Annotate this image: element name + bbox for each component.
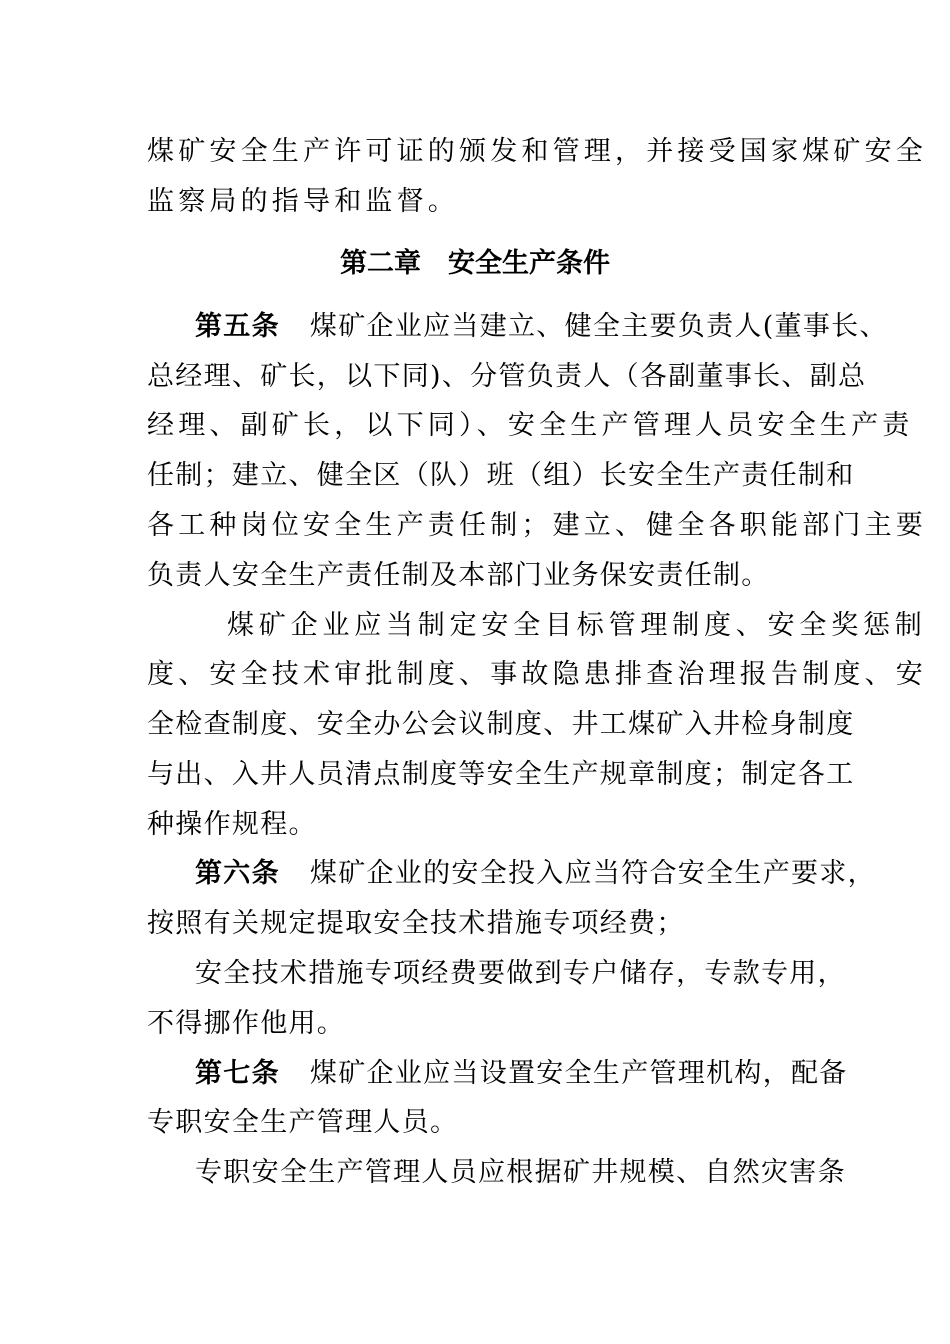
- paragraph-line: 度、安全技术审批制度、事故隐患排查治理报告制度、安: [147, 659, 927, 690]
- paragraph-line: 任制；建立、健全区（队）班（组）长安全生产责任制和: [147, 460, 855, 491]
- paragraph-line: 总经理、矿长，以下同)、分管负责人（各副董事长、副总: [147, 361, 867, 392]
- article-5-label: 第五条: [195, 311, 280, 342]
- article-5-first-line: [195, 309, 895, 345]
- chapter-heading: 第二章 安全生产条件: [340, 248, 610, 279]
- paragraph-line: 按照有关规定提取安全技术措施专项经费；: [147, 908, 685, 939]
- paragraph-line: 经理、副矿长，以下同）、安全生产管理人员安全生产责: [147, 410, 914, 441]
- paragraph-text: 煤矿企业应当建立、健全主要负责人(董事长、: [309, 311, 888, 342]
- paragraph-text: 煤矿企业应当设置安全生产管理机构，配备: [309, 1058, 848, 1089]
- paragraph-line: 负责人安全生产责任制及本部门业务保安责任制。: [147, 560, 770, 591]
- article-6-label: 第六条: [195, 858, 280, 889]
- paragraph-line: 全检查制度、安全办公会议制度、井工煤矿入井检身制度: [147, 709, 855, 740]
- paragraph-text: 煤矿企业的安全投入应当符合安全生产要求，: [309, 858, 876, 889]
- paragraph-line: 各工种岗位安全生产责任制；建立、健全各职能部门主要: [147, 510, 927, 541]
- paragraph-line: 煤矿安全生产许可证的颁发和管理，并接受国家煤矿安全: [147, 136, 927, 167]
- paragraph-line: 专职安全生产管理人员。: [147, 1107, 459, 1138]
- paragraph-line: 与出、入井人员清点制度等安全生产规章制度；制定各工: [147, 759, 855, 790]
- paragraph-line: 煤矿企业应当制定安全目标管理制度、安全奖惩制: [227, 610, 927, 641]
- paragraph-line: 种操作规程。: [147, 809, 317, 840]
- article-7-first-line: [195, 1056, 895, 1092]
- paragraph-line: 专职安全生产管理人员应根据矿井规模、自然灾害条: [195, 1157, 846, 1188]
- article-7-label: 第七条: [195, 1058, 280, 1089]
- paragraph-line: 安全技术措施专项经费要做到专户储存，专款专用，: [195, 958, 846, 989]
- article-6-first-line: [195, 856, 895, 892]
- paragraph-line: 不得挪作他用。: [147, 1008, 346, 1039]
- paragraph-line: 监察局的指导和监督。: [147, 186, 459, 217]
